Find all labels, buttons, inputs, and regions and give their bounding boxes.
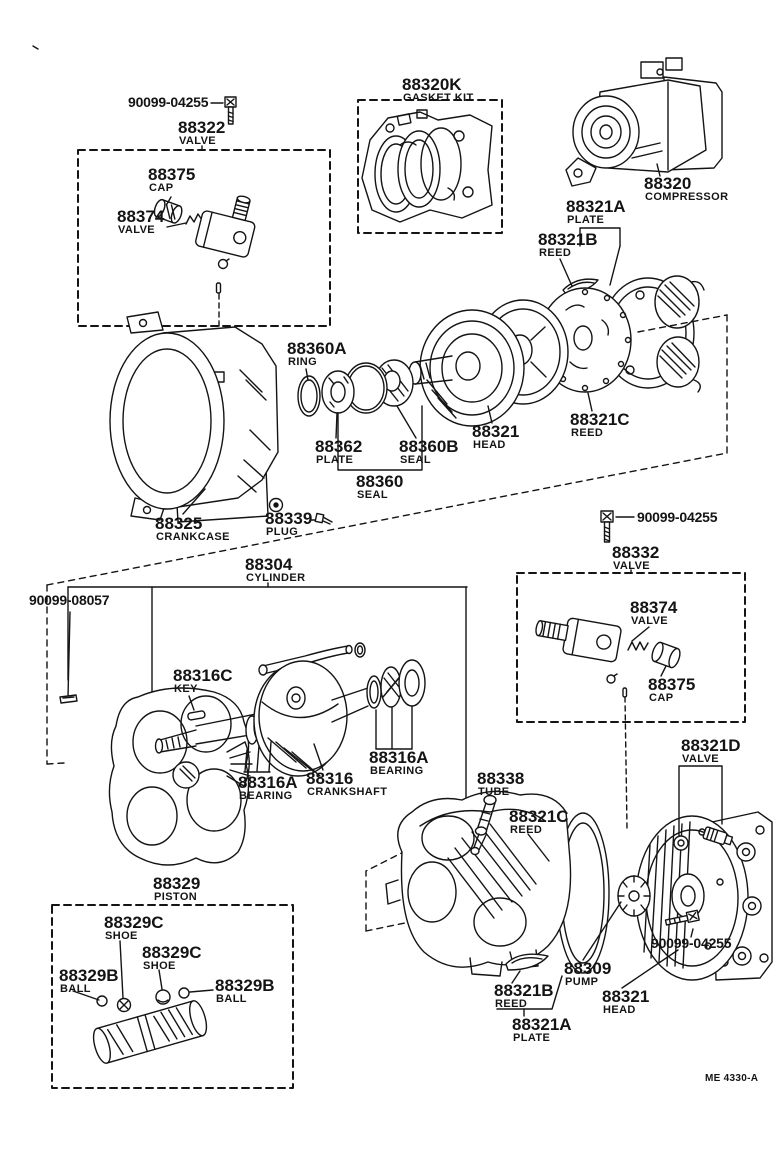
label-88321a-plate-top xyxy=(566,199,626,225)
part-number: 88360A xyxy=(287,339,347,358)
label-88321c-reed-bottom xyxy=(509,809,569,835)
part-number: 88321 xyxy=(602,987,650,1006)
part-number: 88316C xyxy=(173,666,233,685)
part-name: BEARING xyxy=(239,790,293,802)
part-number: 88338 xyxy=(477,769,525,788)
label-88325-crankcase xyxy=(155,516,230,542)
label-88321-head-bottom xyxy=(602,989,649,1015)
part-name: GASKET KIT xyxy=(403,92,474,104)
part-number: 88321A xyxy=(566,197,626,216)
part-number: 90099-04255 xyxy=(637,509,718,525)
label-88316a-bearing-left xyxy=(238,775,298,801)
part-name: KEY xyxy=(174,683,198,695)
label-88375-cap-right xyxy=(648,677,695,703)
part-name: RING xyxy=(288,356,318,368)
part-name: CYLINDER xyxy=(246,572,306,584)
label-88320-compressor xyxy=(644,176,728,202)
part-number: 88329C xyxy=(104,913,164,932)
part-name: PLUG xyxy=(266,526,299,538)
label-88360-seal xyxy=(356,474,403,500)
rotor-shaft-assembly xyxy=(409,310,524,426)
part-number: 88316 xyxy=(306,769,354,788)
part-name: HEAD xyxy=(473,439,506,451)
part-number: 88316A xyxy=(238,773,298,792)
part-number: 88329B xyxy=(59,966,119,985)
service-valve-right xyxy=(533,612,682,828)
compressor-illustration xyxy=(566,58,722,186)
part-number: 88325 xyxy=(155,514,203,533)
part-name: SEAL xyxy=(357,489,388,501)
label-88322-valve xyxy=(178,120,225,146)
label-88360a-ring xyxy=(287,341,347,367)
label-88316c-key xyxy=(173,668,233,694)
part-number: 88362 xyxy=(315,437,363,456)
label-88321a-plate-bottom xyxy=(512,1017,572,1043)
label-88329c-shoe-1 xyxy=(104,915,164,941)
part-name: REED xyxy=(539,247,572,259)
label-88329b-ball-1 xyxy=(59,968,119,994)
part-name: BALL xyxy=(216,993,247,1005)
part-number: 88375 xyxy=(148,165,196,184)
part-number: 88321C xyxy=(509,807,569,826)
label-90099-08057 xyxy=(29,593,109,608)
figure-code: ME 4330-A xyxy=(705,1073,759,1084)
part-name: CRANKCASE xyxy=(156,531,230,543)
part-name: REED xyxy=(571,427,604,439)
label-88360b-seal xyxy=(399,439,459,465)
label-88329-piston xyxy=(153,876,200,902)
part-number: 88374 xyxy=(117,207,165,226)
part-name: SEAL xyxy=(400,454,431,466)
label-88321b-reed-bottom xyxy=(494,983,554,1009)
label-88321c-reed-mid xyxy=(570,412,630,438)
seal-ring-small xyxy=(298,376,320,416)
part-name: PLATE xyxy=(567,214,605,226)
part-name: REED xyxy=(495,998,528,1010)
part-number: 88332 xyxy=(612,543,660,562)
label-88375-cap-top xyxy=(148,167,195,193)
part-number: 88321 xyxy=(472,422,520,441)
part-name: SHOE xyxy=(143,960,176,972)
part-name: VALVE xyxy=(631,615,669,627)
label-88304-cylinder xyxy=(245,557,305,583)
part-name: BEARING xyxy=(370,765,424,777)
label-88332-valve xyxy=(612,545,659,571)
part-number: 88329 xyxy=(153,874,201,893)
part-number: 88304 xyxy=(245,555,293,574)
label-88329c-shoe-2 xyxy=(142,945,202,971)
label-90099-04255-top xyxy=(128,95,208,110)
part-name: VALVE xyxy=(682,753,720,765)
part-number: 88321D xyxy=(681,736,741,755)
part-number: 88316A xyxy=(369,748,429,767)
part-number: 88322 xyxy=(178,118,226,137)
label-88321d-valve xyxy=(681,738,741,764)
crankcase-illustration xyxy=(110,312,278,522)
part-name: VALVE xyxy=(118,224,156,236)
label-88329b-ball-2 xyxy=(215,978,275,1004)
part-name: BALL xyxy=(60,983,91,995)
part-name: CAP xyxy=(149,182,174,194)
part-name: VALVE xyxy=(179,135,217,147)
part-name: TUBE xyxy=(478,786,510,798)
label-88309-pump xyxy=(564,961,611,987)
part-number: 88360 xyxy=(356,472,404,491)
part-name: CAP xyxy=(649,692,674,704)
seal-plate xyxy=(322,371,354,413)
bolt-icon-right xyxy=(601,511,634,542)
part-number: 88329B xyxy=(215,976,275,995)
label-88362-plate xyxy=(315,439,362,465)
label-90099-04255-bottom xyxy=(651,936,731,951)
part-name: PISTON xyxy=(154,891,198,903)
part-number: 88309 xyxy=(564,959,612,978)
part-number: 88374 xyxy=(630,598,678,617)
label-88374-valve-top xyxy=(117,209,164,235)
part-name: REED xyxy=(510,824,543,836)
label-88339-plug xyxy=(265,511,312,537)
label-88374-valve-right xyxy=(630,600,677,626)
label-88321b-reed-top xyxy=(538,232,598,258)
label-88316a-bearing-right xyxy=(369,750,429,776)
part-name: COMPRESSOR xyxy=(645,191,729,203)
part-name: VALVE xyxy=(613,560,651,572)
part-number: 88321A xyxy=(512,1015,572,1034)
part-number: 90099-04255 xyxy=(128,94,209,110)
label-90099-04255-right xyxy=(637,510,717,525)
part-number: 88339 xyxy=(265,509,313,528)
part-name: PLATE xyxy=(513,1032,551,1044)
label-88338-tube xyxy=(477,771,524,797)
part-number: 88360B xyxy=(399,437,459,456)
part-name: PLATE xyxy=(316,454,354,466)
part-number: 88321C xyxy=(570,410,630,429)
part-name: CRANKSHAFT xyxy=(307,786,388,798)
part-number: 90099-08057 xyxy=(29,592,110,608)
label-88321-head-mid xyxy=(472,424,519,450)
part-number: 90099-04255 xyxy=(651,935,732,951)
label-88320k-gasket-kit xyxy=(402,77,474,103)
part-name: SHOE xyxy=(105,930,138,942)
valve-kit-box-right xyxy=(517,570,745,722)
part-number: 88329C xyxy=(142,943,202,962)
part-number: 88321B xyxy=(494,981,554,1000)
part-number: 88320K xyxy=(402,75,462,94)
part-number: 88320 xyxy=(644,174,692,193)
part-name: HEAD xyxy=(603,1004,636,1016)
scan-speck xyxy=(33,46,38,49)
part-name: PUMP xyxy=(565,976,599,988)
gasket-kit-parts xyxy=(362,110,492,222)
part-number: 88321B xyxy=(538,230,598,249)
part-number: 88375 xyxy=(648,675,696,694)
